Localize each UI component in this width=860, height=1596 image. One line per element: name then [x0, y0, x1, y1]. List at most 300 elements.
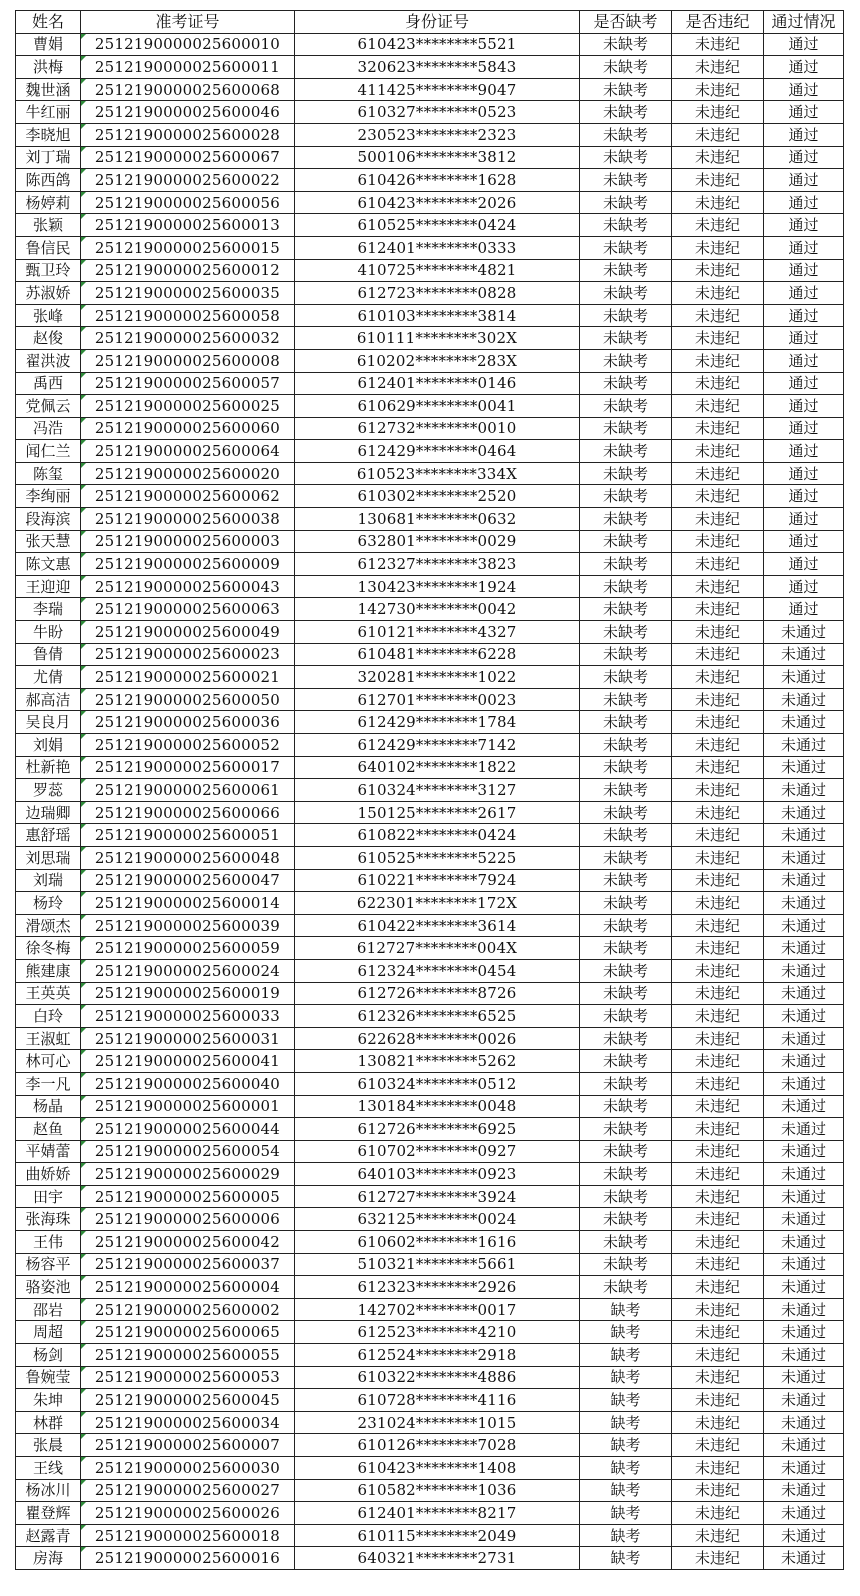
table-row [16, 1298, 844, 1321]
pass-status-cell: 未通过 [764, 824, 844, 847]
admission-number-cell: 2512190000025600068 [81, 78, 295, 101]
id-number-cell: 610115********2049 [295, 1524, 580, 1547]
violation-cell: 未违纪 [672, 78, 764, 101]
violation-cell: 未违纪 [672, 711, 764, 734]
admission-number-cell: 2512190000025600067 [81, 146, 295, 169]
header-name: 姓名 [16, 11, 81, 34]
admission-number-cell: 2512190000025600009 [81, 553, 295, 576]
name-cell: 边瑞卿 [16, 801, 81, 824]
violation-cell: 未违纪 [672, 101, 764, 124]
id-number-cell: 610525********0424 [295, 214, 580, 237]
absent-cell: 未缺考 [580, 101, 672, 124]
id-number-cell: 130821********5262 [295, 1050, 580, 1073]
name-cell: 周超 [16, 1321, 81, 1344]
admission-number-cell: 2512190000025600060 [81, 417, 295, 440]
pass-status-cell: 通过 [764, 462, 844, 485]
violation-cell: 未违纪 [672, 304, 764, 327]
id-number-cell: 610103********3814 [295, 304, 580, 327]
table-row [16, 485, 844, 508]
admission-number-cell: 2512190000025600036 [81, 711, 295, 734]
pass-status-cell: 未通过 [764, 1140, 844, 1163]
table-row [16, 824, 844, 847]
name-cell: 牛红丽 [16, 101, 81, 124]
name-cell: 杨晶 [16, 1095, 81, 1118]
id-number-cell: 500106********3812 [295, 146, 580, 169]
admission-number-cell: 2512190000025600042 [81, 1231, 295, 1254]
header-id-number: 身份证号 [295, 11, 580, 34]
absent-cell: 未缺考 [580, 214, 672, 237]
id-number-cell: 610523********334X [295, 462, 580, 485]
id-number-cell: 612723********0828 [295, 282, 580, 305]
table-body [16, 33, 844, 1569]
pass-status-cell: 通过 [764, 485, 844, 508]
absent-cell: 未缺考 [580, 485, 672, 508]
pass-status-cell: 通过 [764, 101, 844, 124]
admission-number-cell: 2512190000025600006 [81, 1208, 295, 1231]
pass-status-cell: 未通过 [764, 734, 844, 757]
table-row [16, 1208, 844, 1231]
table-row [16, 1366, 844, 1389]
table-row [16, 1072, 844, 1095]
name-cell: 杨冰川 [16, 1479, 81, 1502]
table-row [16, 123, 844, 146]
absent-cell: 缺考 [580, 1547, 672, 1570]
table-row [16, 1185, 844, 1208]
table-row [16, 801, 844, 824]
id-number-cell: 612429********0464 [295, 440, 580, 463]
name-cell: 郝高洁 [16, 688, 81, 711]
table-row [16, 1095, 844, 1118]
id-number-cell: 610221********7924 [295, 869, 580, 892]
admission-number-cell: 2512190000025600005 [81, 1185, 295, 1208]
absent-cell: 缺考 [580, 1389, 672, 1412]
admission-number-cell: 2512190000025600065 [81, 1321, 295, 1344]
absent-cell: 未缺考 [580, 846, 672, 869]
pass-status-cell: 未通过 [764, 621, 844, 644]
table-row [16, 1524, 844, 1547]
table-row [16, 169, 844, 192]
table-row [16, 1479, 844, 1502]
admission-number-cell: 2512190000025600024 [81, 959, 295, 982]
id-number-cell: 640102********1822 [295, 756, 580, 779]
table-row [16, 1411, 844, 1434]
name-cell: 尤倩 [16, 666, 81, 689]
absent-cell: 未缺考 [580, 982, 672, 1005]
name-cell: 滑颂杰 [16, 914, 81, 937]
violation-cell: 未违纪 [672, 1231, 764, 1254]
name-cell: 陈文惠 [16, 553, 81, 576]
violation-cell: 未违纪 [672, 440, 764, 463]
admission-number-cell: 2512190000025600062 [81, 485, 295, 508]
absent-cell: 未缺考 [580, 440, 672, 463]
absent-cell: 未缺考 [580, 508, 672, 531]
table-row [16, 621, 844, 644]
violation-cell: 未违纪 [672, 169, 764, 192]
violation-cell: 未违纪 [672, 1547, 764, 1570]
violation-cell: 未违纪 [672, 1389, 764, 1412]
absent-cell: 未缺考 [580, 779, 672, 802]
admission-number-cell: 2512190000025600063 [81, 598, 295, 621]
absent-cell: 未缺考 [580, 959, 672, 982]
table-row [16, 395, 844, 418]
id-number-cell: 640103********0923 [295, 1163, 580, 1186]
absent-cell: 未缺考 [580, 1253, 672, 1276]
absent-cell: 缺考 [580, 1524, 672, 1547]
name-cell: 刘娟 [16, 734, 81, 757]
id-number-cell: 612701********0023 [295, 688, 580, 711]
pass-status-cell: 未通过 [764, 1253, 844, 1276]
name-cell: 房海 [16, 1547, 81, 1570]
admission-number-cell: 2512190000025600001 [81, 1095, 295, 1118]
violation-cell: 未违纪 [672, 56, 764, 79]
id-number-cell: 612429********1784 [295, 711, 580, 734]
id-number-cell: 612429********7142 [295, 734, 580, 757]
id-number-cell: 130423********1924 [295, 575, 580, 598]
pass-status-cell: 通过 [764, 33, 844, 56]
pass-status-cell: 未通过 [764, 779, 844, 802]
admission-number-cell: 2512190000025600037 [81, 1253, 295, 1276]
id-number-cell: 320281********1022 [295, 666, 580, 689]
absent-cell: 缺考 [580, 1411, 672, 1434]
absent-cell: 未缺考 [580, 191, 672, 214]
name-cell: 罗蕊 [16, 779, 81, 802]
violation-cell: 未违纪 [672, 349, 764, 372]
violation-cell: 未违纪 [672, 1253, 764, 1276]
absent-cell: 未缺考 [580, 1163, 672, 1186]
violation-cell: 未违纪 [672, 959, 764, 982]
name-cell: 赵露青 [16, 1524, 81, 1547]
pass-status-cell: 通过 [764, 123, 844, 146]
name-cell: 李绚丽 [16, 485, 81, 508]
absent-cell: 未缺考 [580, 33, 672, 56]
id-number-cell: 610426********1628 [295, 169, 580, 192]
admission-number-cell: 2512190000025600030 [81, 1457, 295, 1480]
pass-status-cell: 未通过 [764, 1208, 844, 1231]
name-cell: 熊建康 [16, 959, 81, 982]
pass-status-cell: 通过 [764, 395, 844, 418]
header-row [16, 11, 844, 34]
absent-cell: 缺考 [580, 1366, 672, 1389]
name-cell: 赵俊 [16, 327, 81, 350]
pass-status-cell: 未通过 [764, 1185, 844, 1208]
pass-status-cell: 未通过 [764, 1524, 844, 1547]
absent-cell: 未缺考 [580, 756, 672, 779]
violation-cell: 未违纪 [672, 33, 764, 56]
id-number-cell: 610629********0041 [295, 395, 580, 418]
id-number-cell: 612523********4210 [295, 1321, 580, 1344]
absent-cell: 未缺考 [580, 282, 672, 305]
name-cell: 曲娇娇 [16, 1163, 81, 1186]
pass-status-cell: 未通过 [764, 1502, 844, 1525]
name-cell: 杨剑 [16, 1344, 81, 1367]
table-row [16, 530, 844, 553]
violation-cell: 未违纪 [672, 643, 764, 666]
name-cell: 平婧蕾 [16, 1140, 81, 1163]
name-cell: 李晓旭 [16, 123, 81, 146]
id-number-cell: 610582********1036 [295, 1479, 580, 1502]
pass-status-cell: 未通过 [764, 892, 844, 915]
violation-cell: 未违纪 [672, 982, 764, 1005]
name-cell: 白玲 [16, 1005, 81, 1028]
absent-cell: 未缺考 [580, 711, 672, 734]
violation-cell: 未违纪 [672, 1344, 764, 1367]
admission-number-cell: 2512190000025600045 [81, 1389, 295, 1412]
name-cell: 刘思瑞 [16, 846, 81, 869]
pass-status-cell: 未通过 [764, 1389, 844, 1412]
name-cell: 惠舒瑶 [16, 824, 81, 847]
table-row [16, 462, 844, 485]
name-cell: 甄卫玲 [16, 259, 81, 282]
violation-cell: 未违纪 [672, 236, 764, 259]
violation-cell: 未违纪 [672, 621, 764, 644]
pass-status-cell: 通过 [764, 236, 844, 259]
results-table [15, 10, 844, 1570]
pass-status-cell: 通过 [764, 78, 844, 101]
id-number-cell: 612726********8726 [295, 982, 580, 1005]
table-row [16, 1140, 844, 1163]
violation-cell: 未违纪 [672, 1005, 764, 1028]
violation-cell: 未违纪 [672, 869, 764, 892]
admission-number-cell: 2512190000025600057 [81, 372, 295, 395]
admission-number-cell: 2512190000025600020 [81, 462, 295, 485]
pass-status-cell: 未通过 [764, 801, 844, 824]
admission-number-cell: 2512190000025600003 [81, 530, 295, 553]
table-row [16, 214, 844, 237]
violation-cell: 未违纪 [672, 530, 764, 553]
name-cell: 李瑞 [16, 598, 81, 621]
pass-status-cell: 未通过 [764, 1276, 844, 1299]
pass-status-cell: 通过 [764, 372, 844, 395]
id-number-cell: 612401********8217 [295, 1502, 580, 1525]
pass-status-cell: 未通过 [764, 1050, 844, 1073]
pass-status-cell: 未通过 [764, 643, 844, 666]
table-row [16, 1050, 844, 1073]
absent-cell: 未缺考 [580, 1231, 672, 1254]
id-number-cell: 622301********172X [295, 892, 580, 915]
violation-cell: 未违纪 [672, 1366, 764, 1389]
pass-status-cell: 未通过 [764, 959, 844, 982]
admission-number-cell: 2512190000025600041 [81, 1050, 295, 1073]
admission-number-cell: 2512190000025600054 [81, 1140, 295, 1163]
absent-cell: 未缺考 [580, 1027, 672, 1050]
absent-cell: 未缺考 [580, 1072, 672, 1095]
table-row [16, 643, 844, 666]
header-absent: 是否缺考 [580, 11, 672, 34]
table-row [16, 779, 844, 802]
violation-cell: 未违纪 [672, 779, 764, 802]
pass-status-cell: 未通过 [764, 666, 844, 689]
pass-status-cell: 通过 [764, 508, 844, 531]
table-row [16, 508, 844, 531]
violation-cell: 未违纪 [672, 1479, 764, 1502]
absent-cell: 未缺考 [580, 327, 672, 350]
id-number-cell: 610202********283X [295, 349, 580, 372]
pass-status-cell: 通过 [764, 349, 844, 372]
name-cell: 杨容平 [16, 1253, 81, 1276]
id-number-cell: 612727********004X [295, 937, 580, 960]
violation-cell: 未违纪 [672, 801, 764, 824]
admission-number-cell: 2512190000025600010 [81, 33, 295, 56]
id-number-cell: 610324********0512 [295, 1072, 580, 1095]
name-cell: 刘瑞 [16, 869, 81, 892]
violation-cell: 未违纪 [672, 1524, 764, 1547]
absent-cell: 未缺考 [580, 734, 672, 757]
name-cell: 林群 [16, 1411, 81, 1434]
violation-cell: 未违纪 [672, 485, 764, 508]
violation-cell: 未违纪 [672, 756, 764, 779]
id-number-cell: 622628********0026 [295, 1027, 580, 1050]
table-row [16, 1434, 844, 1457]
absent-cell: 未缺考 [580, 892, 672, 915]
violation-cell: 未违纪 [672, 1185, 764, 1208]
name-cell: 王英英 [16, 982, 81, 1005]
absent-cell: 未缺考 [580, 417, 672, 440]
table-row [16, 1118, 844, 1141]
name-cell: 田宇 [16, 1185, 81, 1208]
admission-number-cell: 2512190000025600034 [81, 1411, 295, 1434]
name-cell: 徐冬梅 [16, 937, 81, 960]
pass-status-cell: 未通过 [764, 1298, 844, 1321]
pass-status-cell: 通过 [764, 214, 844, 237]
absent-cell: 未缺考 [580, 621, 672, 644]
id-number-cell: 612327********3823 [295, 553, 580, 576]
absent-cell: 未缺考 [580, 575, 672, 598]
table-row [16, 869, 844, 892]
admission-number-cell: 2512190000025600066 [81, 801, 295, 824]
pass-status-cell: 通过 [764, 440, 844, 463]
admission-number-cell: 2512190000025600021 [81, 666, 295, 689]
table-row [16, 78, 844, 101]
name-cell: 洪梅 [16, 56, 81, 79]
name-cell: 鲁倩 [16, 643, 81, 666]
table-row [16, 372, 844, 395]
admission-number-cell: 2512190000025600056 [81, 191, 295, 214]
violation-cell: 未违纪 [672, 1502, 764, 1525]
id-number-cell: 610121********4327 [295, 621, 580, 644]
name-cell: 赵鱼 [16, 1118, 81, 1141]
table-row [16, 914, 844, 937]
pass-status-cell: 未通过 [764, 1321, 844, 1344]
id-number-cell: 510321********5661 [295, 1253, 580, 1276]
pass-status-cell: 通过 [764, 146, 844, 169]
name-cell: 王淑虹 [16, 1027, 81, 1050]
name-cell: 张峰 [16, 304, 81, 327]
name-cell: 鲁信民 [16, 236, 81, 259]
pass-status-cell: 通过 [764, 56, 844, 79]
absent-cell: 未缺考 [580, 78, 672, 101]
violation-cell: 未违纪 [672, 1208, 764, 1231]
table-row [16, 33, 844, 56]
admission-number-cell: 2512190000025600058 [81, 304, 295, 327]
id-number-cell: 632801********0029 [295, 530, 580, 553]
absent-cell: 未缺考 [580, 553, 672, 576]
pass-status-cell: 未通过 [764, 1434, 844, 1457]
id-number-cell: 610126********7028 [295, 1434, 580, 1457]
pass-status-cell: 未通过 [764, 914, 844, 937]
absent-cell: 未缺考 [580, 123, 672, 146]
table-row [16, 259, 844, 282]
violation-cell: 未违纪 [672, 1140, 764, 1163]
absent-cell: 未缺考 [580, 643, 672, 666]
violation-cell: 未违纪 [672, 598, 764, 621]
table-row [16, 1005, 844, 1028]
admission-number-cell: 2512190000025600039 [81, 914, 295, 937]
pass-status-cell: 未通过 [764, 1547, 844, 1570]
pass-status-cell: 通过 [764, 327, 844, 350]
header-admission-number: 准考证号 [81, 11, 295, 34]
id-number-cell: 610422********3614 [295, 914, 580, 937]
admission-number-cell: 2512190000025600032 [81, 327, 295, 350]
admission-number-cell: 2512190000025600016 [81, 1547, 295, 1570]
violation-cell: 未违纪 [672, 666, 764, 689]
pass-status-cell: 未通过 [764, 1118, 844, 1141]
absent-cell: 缺考 [580, 1321, 672, 1344]
table-row [16, 598, 844, 621]
admission-number-cell: 2512190000025600043 [81, 575, 295, 598]
admission-number-cell: 2512190000025600007 [81, 1434, 295, 1457]
absent-cell: 未缺考 [580, 1276, 672, 1299]
absent-cell: 未缺考 [580, 869, 672, 892]
absent-cell: 未缺考 [580, 1095, 672, 1118]
violation-cell: 未违纪 [672, 1321, 764, 1344]
name-cell: 曹娟 [16, 33, 81, 56]
pass-status-cell: 通过 [764, 553, 844, 576]
pass-status-cell: 未通过 [764, 688, 844, 711]
pass-status-cell: 未通过 [764, 711, 844, 734]
absent-cell: 未缺考 [580, 824, 672, 847]
violation-cell: 未违纪 [672, 734, 764, 757]
pass-status-cell: 通过 [764, 259, 844, 282]
absent-cell: 未缺考 [580, 236, 672, 259]
id-number-cell: 610423********2026 [295, 191, 580, 214]
table-row [16, 1457, 844, 1480]
violation-cell: 未违纪 [672, 1434, 764, 1457]
name-cell: 张颖 [16, 214, 81, 237]
absent-cell: 未缺考 [580, 666, 672, 689]
table-row [16, 688, 844, 711]
table-row [16, 982, 844, 1005]
name-cell: 陈玺 [16, 462, 81, 485]
violation-cell: 未违纪 [672, 259, 764, 282]
admission-number-cell: 2512190000025600049 [81, 621, 295, 644]
admission-number-cell: 2512190000025600064 [81, 440, 295, 463]
name-cell: 王线 [16, 1457, 81, 1480]
admission-number-cell: 2512190000025600046 [81, 101, 295, 124]
table-row [16, 1389, 844, 1412]
admission-number-cell: 2512190000025600025 [81, 395, 295, 418]
admission-number-cell: 2512190000025600055 [81, 1344, 295, 1367]
table-row [16, 892, 844, 915]
pass-status-cell: 未通过 [764, 1005, 844, 1028]
violation-cell: 未违纪 [672, 1163, 764, 1186]
table-row [16, 1027, 844, 1050]
violation-cell: 未违纪 [672, 462, 764, 485]
name-cell: 杨玲 [16, 892, 81, 915]
id-number-cell: 610602********1616 [295, 1231, 580, 1254]
header-pass-status: 通过情况 [764, 11, 844, 34]
pass-status-cell: 未通过 [764, 1072, 844, 1095]
admission-number-cell: 2512190000025600017 [81, 756, 295, 779]
table-row [16, 711, 844, 734]
absent-cell: 缺考 [580, 1434, 672, 1457]
id-number-cell: 612326********6525 [295, 1005, 580, 1028]
pass-status-cell: 通过 [764, 191, 844, 214]
pass-status-cell: 未通过 [764, 1344, 844, 1367]
id-number-cell: 640321********2731 [295, 1547, 580, 1570]
name-cell: 林可心 [16, 1050, 81, 1073]
violation-cell: 未违纪 [672, 914, 764, 937]
id-number-cell: 612524********2918 [295, 1344, 580, 1367]
